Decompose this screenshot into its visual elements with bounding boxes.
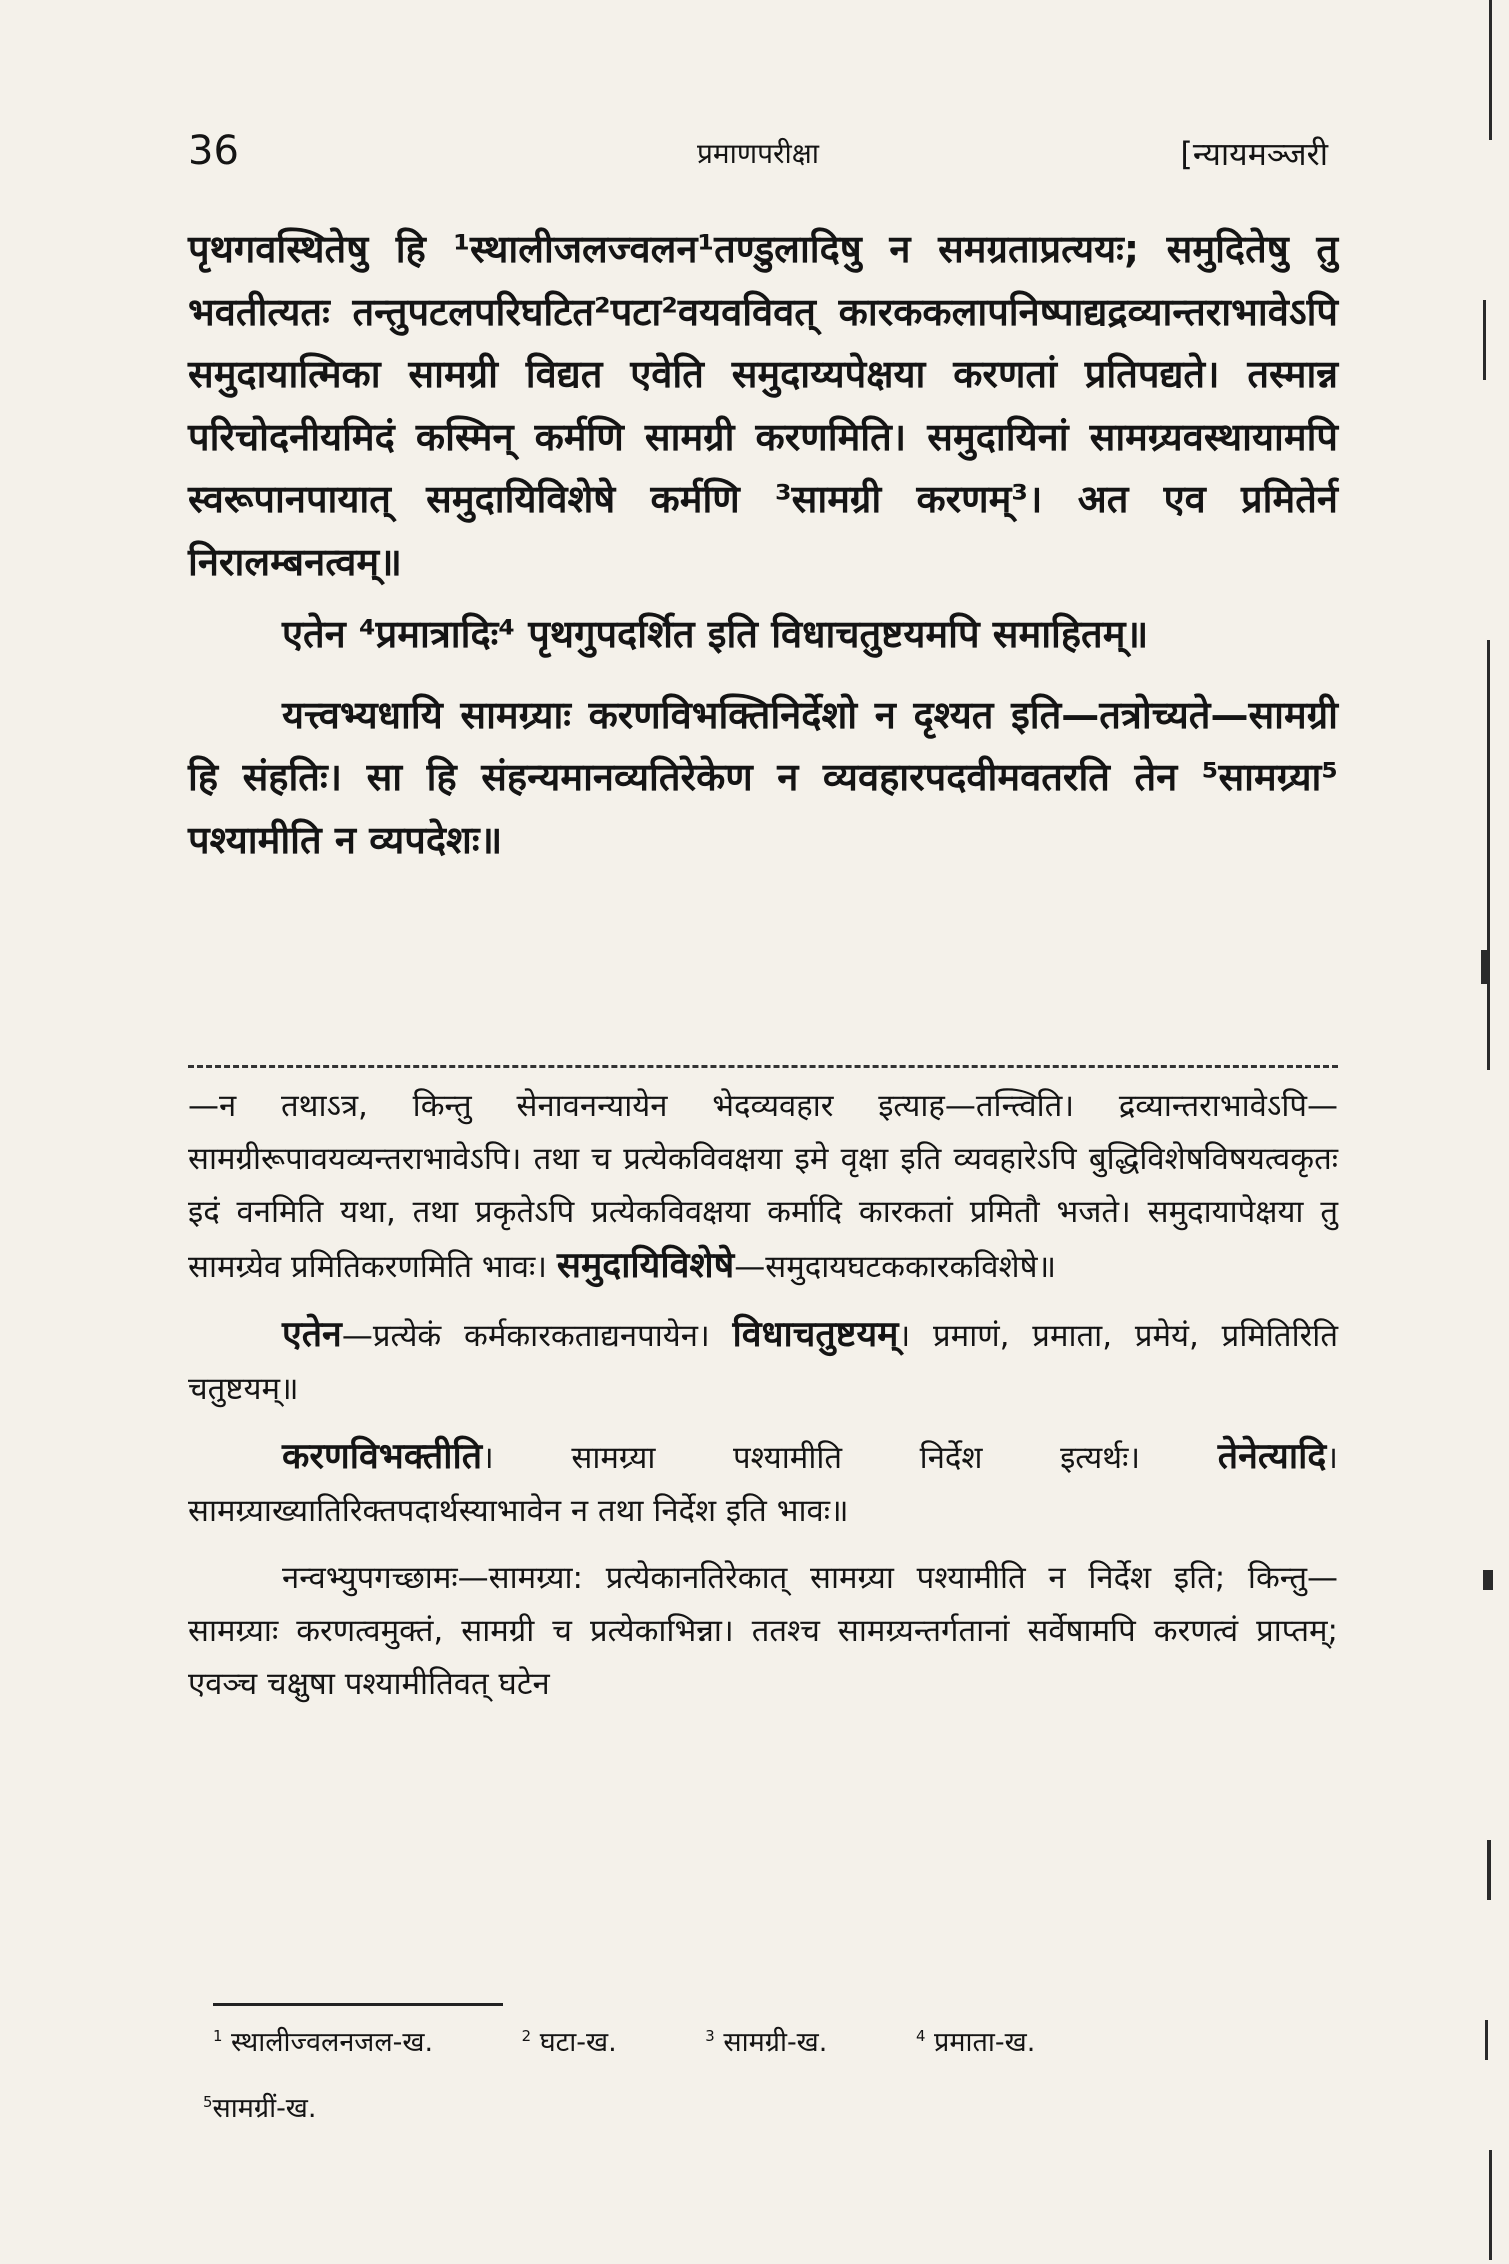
footnote-text: स्थालीज्वलनजल-ख. — [231, 2027, 434, 2058]
footnote-marker: 3 — [705, 2027, 715, 2045]
commentary — [188, 1080, 1338, 1711]
commentary-keyword: एतेन — [282, 1314, 342, 1355]
footnote — [916, 2027, 1035, 2058]
footnote-text: सामग्री-ख. — [723, 2027, 828, 2058]
page-number: 36 — [188, 128, 239, 174]
footnote — [203, 2093, 316, 2124]
main-paragraph-3: यत्त्वभ्यधायि सामग्र्याः करणविभक्तिनिर्देशो न दृश्यत इति—तत्रोच्यते—सामग्री हि संहतिः। सा हि संहन्यमानव्यतिरेकेण न व्यवहारपदवीमवतरति तेन ⁵सामग्र्या⁵ पश्यामीति न व्यपदेशः॥ — [188, 692, 1338, 862]
running-title: प्रमाणपरीक्षा — [696, 137, 820, 170]
main-text — [188, 218, 1338, 871]
commentary-paragraph-2 — [188, 1308, 1338, 1416]
commentary-keyword: समुदायिविशेषे — [556, 1245, 735, 1286]
scan-edge-marks — [1479, 0, 1509, 2264]
main-paragraph-2: एतेन ⁴प्रमात्रादिः⁴ पृथगुपदर्शित इति विधाचतुष्टयमपि समाहितम्॥ — [282, 612, 1149, 656]
commentary-paragraph-4: नन्वभ्युपगच्छामः—सामग्र्या: प्रत्येकानतिरेकात् सामग्र्या पश्यामीति न निर्देश इति; किन्तु—सामग्र्याः करणत्वमुक्तं, सामग्री च प्रत्येकाभिन्ना। ततश्च सामग्र्यन्तर्गतानां सर्वेषामपि करणत्वं प्राप्तम्; एवञ्च चक्षुषा पश्यामीतिवत् घटेन — [188, 1560, 1338, 1702]
commentary-text: । प्रमाणं, प्रमाता, प्रमेयं, प्रमितिरिति चतुष्टयम्॥ — [188, 1318, 1338, 1407]
commentary-paragraph-3 — [188, 1430, 1338, 1538]
footnote-marker: 4 — [915, 2027, 926, 2045]
footnote — [522, 2027, 617, 2058]
commentary-text: । सामग्र्याख्यातिरिक्तपदार्थस्याभावेन न तथा निर्देश इति भावः॥ — [188, 1440, 1338, 1529]
commentary-keyword: विधाचतुष्टयम् — [732, 1314, 899, 1355]
footnote — [213, 2027, 433, 2058]
footnote — [705, 2027, 827, 2058]
footnote-line-2 — [203, 2076, 1338, 2142]
commentary-text: । सामग्र्या पश्यामीति निर्देश इत्यर्थः। — [482, 1440, 1141, 1476]
commentary-keyword: करणविभक्तीति — [282, 1436, 483, 1477]
book-title: [न्यायमञ्जरी — [1180, 135, 1328, 173]
commentary-keyword: तेनेत्यादि — [1217, 1436, 1327, 1477]
main-paragraph-1: पृथगवस्थितेषु हि ¹स्थालीजलज्वलन¹तण्डुलादिषु न समग्रताप्रत्ययः; समुदितेषु तु भवतीत्यतः तन्तुपटलपरिघटित²पटा²वयवविवत् कारककलापनिष्पाद्यद्रव्यान्तराभावेऽपि समुदायात्मिका सामग्री विद्यत एवेति समुदाय्यपेक्षया करणतां प्रतिपद्यते। तस्मान्न परिचोदनीयमिदं कस्मिन् कर्मणि सामग्री करणमिति। समुदायिनां सामग्र्यवस्थायामपि स्वरूपानपायात् समुदायिविशेषे कर्मणि ³सामग्री करणम्³। अत एव प्रमितेर्न निरालम्बनत्वम्॥ — [188, 227, 1338, 584]
commentary-text: —न तथाऽत्र, किन्तु सेनावनन्यायेन भेदव्यवहार इत्याह—तन्त्विति। द्रव्यान्तराभावेऽपि—सामग्रीरूपावयव्यन्तराभावेऽपि। तथा च प्रत्येकविवक्षया इमे वृक्षा इति व्यवहारेऽपि बुद्धिविशेषविषयत्वकृतः इदं वनमिति यथा, तथा प्रकृतेऽपि प्रत्येकविवक्षया कर्मादि कारकतां प्रमितौ भजते। समुदायापेक्षया तु सामग्र्येव प्रमितिकरणमिति भावः। — [188, 1088, 1338, 1285]
footnote-marker: 5 — [203, 2093, 213, 2111]
commentary-paragraph-1 — [188, 1080, 1338, 1294]
commentary-text: —समुदायघटककारकविशेषे॥ — [734, 1249, 1057, 1285]
footnote-text: घटा-ख. — [539, 2027, 617, 2058]
page-header — [188, 128, 1328, 178]
text-commentary-divider — [188, 1065, 1338, 1068]
commentary-text: —प्रत्येकं कर्मकारकताद्यनपायेन। — [341, 1318, 710, 1354]
footnote-line-1 — [213, 2010, 1338, 2076]
footnote-rule — [213, 2003, 503, 2006]
footnote-text: प्रमाता-ख. — [934, 2027, 1036, 2058]
footnote-text: सामग्रीं-ख. — [212, 2093, 317, 2124]
footnote-marker: 2 — [521, 2027, 532, 2045]
footnote-marker: 1 — [213, 2027, 223, 2045]
footnotes — [203, 2010, 1338, 2142]
